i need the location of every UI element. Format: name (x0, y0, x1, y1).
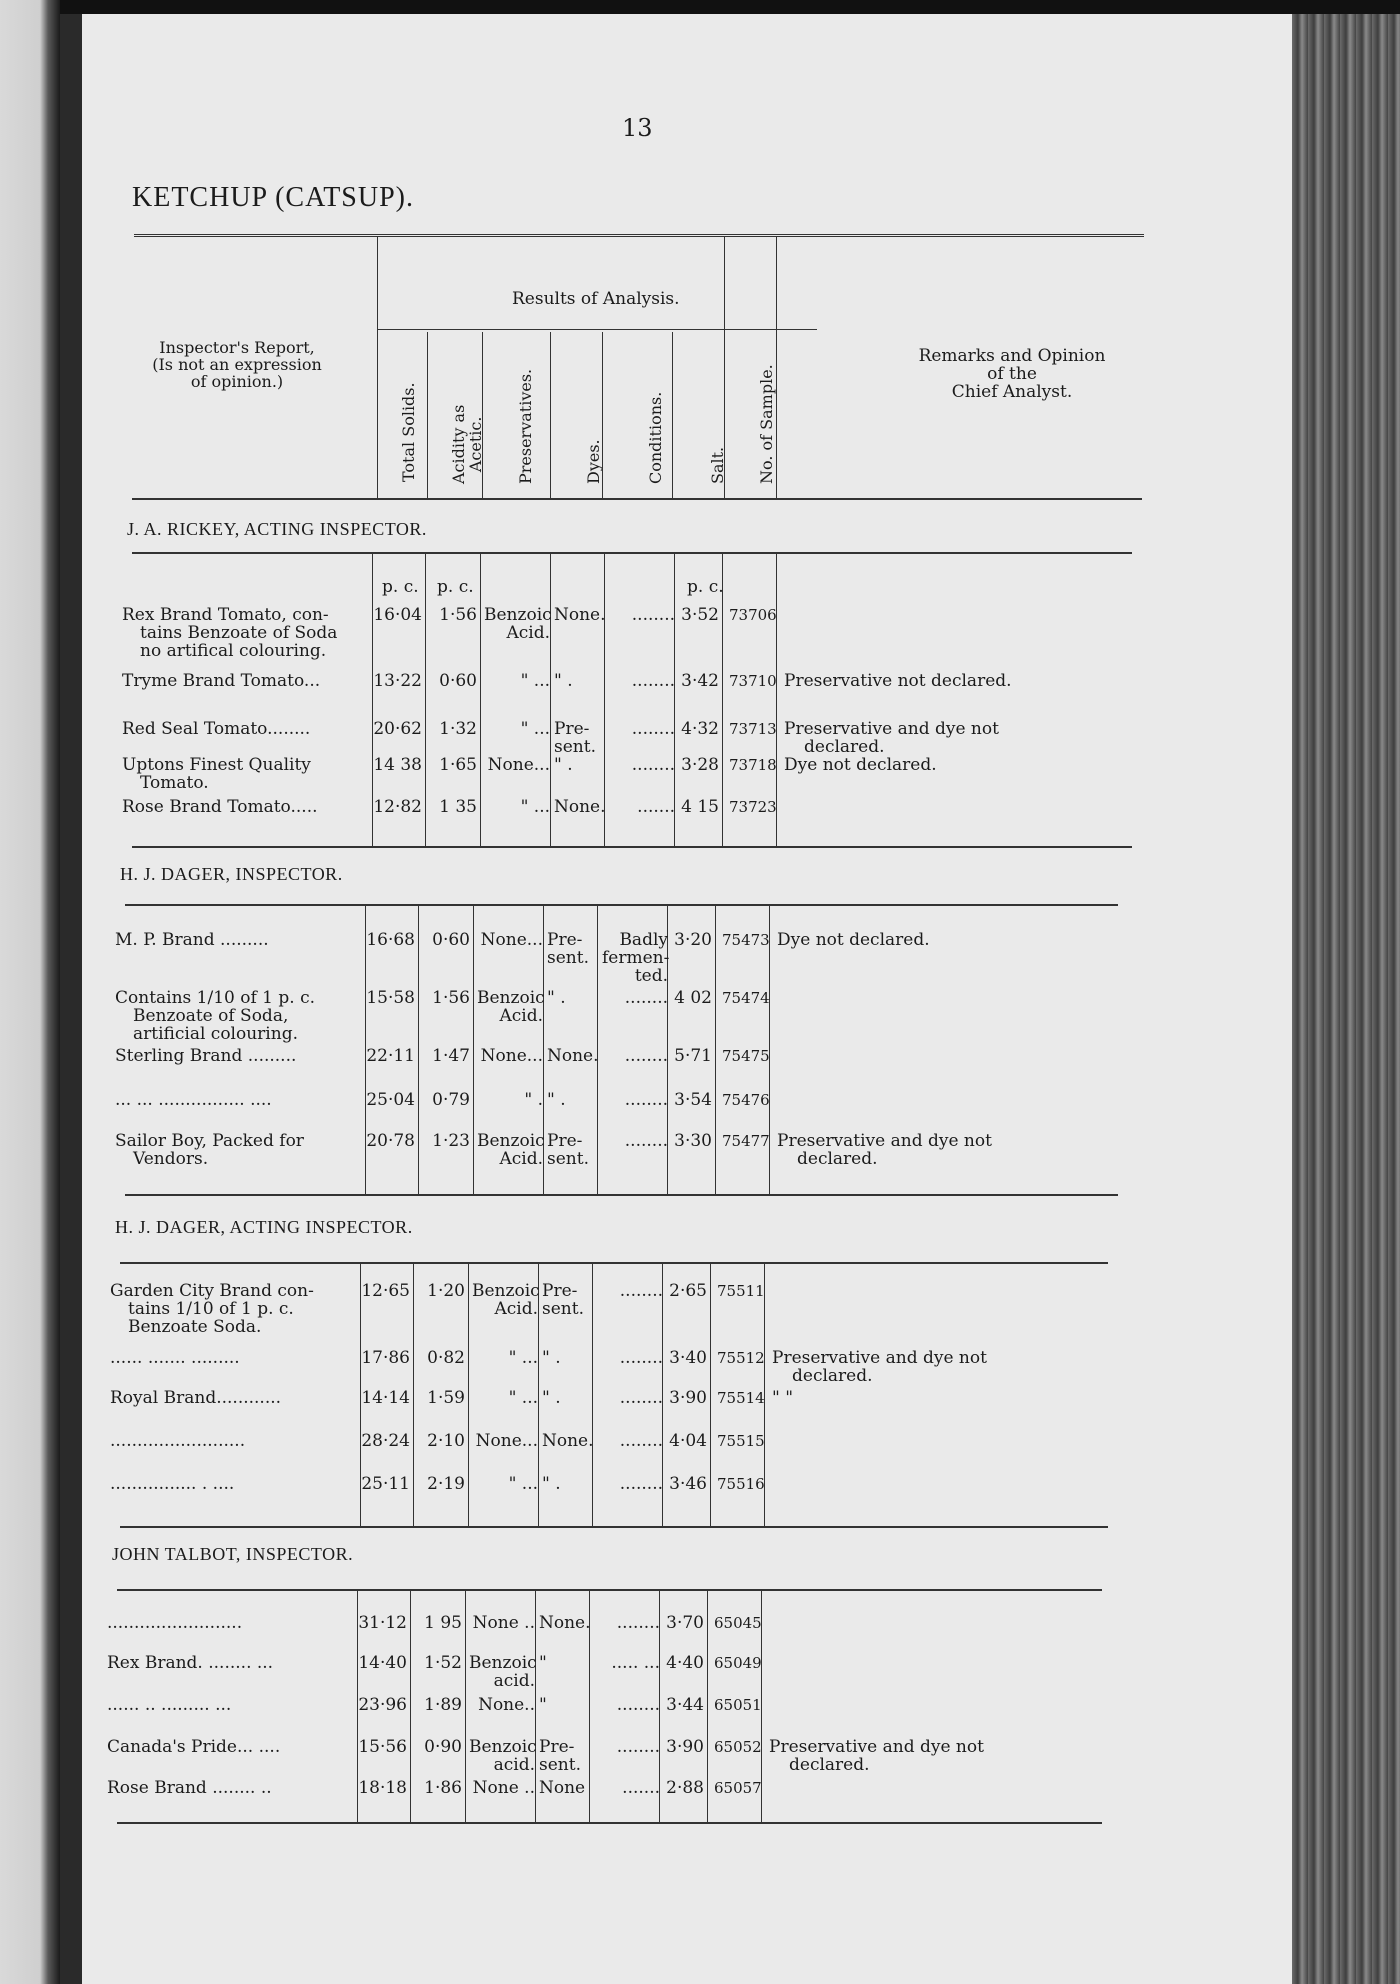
acidity-value: 1·56 (439, 605, 477, 625)
remarks-text: Preservative and dye not declared. (777, 1131, 992, 1169)
total-solids-value: 16·68 (366, 930, 415, 950)
preservatives-value: None.. (478, 1695, 535, 1715)
inspector-heading: J. A. RICKEY, ACTING INSPECTOR. (127, 519, 427, 539)
dyes-value: " (539, 1695, 547, 1715)
total-solids-value: 25·11 (361, 1474, 410, 1494)
sample-number: 75511 (717, 1282, 765, 1300)
conditions-value: ........ (631, 671, 675, 691)
sample-number: 73723 (729, 798, 777, 816)
row-description: Rose Brand ........ .. (107, 1778, 272, 1798)
remarks-text: Preservative and dye not declared. (769, 1737, 984, 1775)
total-solids-value: 25·04 (366, 1090, 415, 1110)
acidity-value: 1·32 (439, 719, 477, 739)
row-description: Rex Brand. ........ ... (107, 1653, 274, 1673)
preservatives-value: Benzoic Acid. (477, 1131, 545, 1169)
total-solids-value: 20·78 (366, 1131, 415, 1151)
salt-value: 3·44 (666, 1695, 704, 1715)
header-divider (602, 332, 603, 498)
header-divider (724, 236, 725, 498)
row-description: Canada's Pride... .... (107, 1737, 281, 1757)
dyes-value: Pre- sent. (542, 1281, 584, 1319)
sample-number: 65049 (714, 1654, 762, 1672)
preservatives-value: None... (487, 755, 550, 775)
sample-number: 75474 (722, 989, 770, 1007)
remarks-text: Preservative and dye not declared. (784, 719, 999, 757)
total-solids-value: 31·12 (358, 1613, 407, 1633)
preservatives-value: " ... (508, 1348, 538, 1368)
dyes-value: Pre- sent. (547, 930, 589, 968)
row-description: ......................... (107, 1613, 243, 1633)
preservatives-value: " ... (508, 1474, 538, 1494)
acidity-value: 0·79 (432, 1090, 470, 1110)
salt-value: 3·40 (669, 1348, 707, 1368)
sample-number: 75477 (722, 1132, 770, 1150)
conditions-value: ........ (624, 1046, 668, 1066)
salt-value: 5·71 (674, 1046, 712, 1066)
sample-number: 75473 (722, 931, 770, 949)
column-divider (418, 906, 419, 1194)
salt-value: 4 15 (681, 797, 719, 817)
total-solids-value: 17·86 (361, 1348, 410, 1368)
group-bottom-rule (117, 1822, 1102, 1824)
header-divider (776, 236, 777, 498)
dyes-value: None. (554, 605, 606, 625)
acidity-value: 2·19 (427, 1474, 465, 1494)
conditions-value: ........ (624, 1131, 668, 1151)
acidity-value: 0·60 (439, 671, 477, 691)
total-solids-value: 13·22 (373, 671, 422, 691)
conditions-value: ........ (616, 1613, 660, 1633)
row-description: Sailor Boy, Packed for Vendors. (115, 1131, 304, 1169)
preservatives-value: " ... (520, 671, 550, 691)
column-divider (473, 906, 474, 1194)
header-dyes: Dyes. (584, 439, 603, 484)
total-solids-value: 14 38 (373, 755, 422, 775)
salt-value: 4·40 (666, 1653, 704, 1673)
top-shadow (60, 0, 1400, 14)
header-remarks: Remarks and Opinion of the Chief Analyst. (918, 346, 1106, 402)
dyes-value: None. (542, 1431, 594, 1451)
salt-value: 2·88 (666, 1778, 704, 1798)
salt-value: 3·90 (669, 1388, 707, 1408)
header-divider (672, 332, 673, 498)
unit-label: p. c. (437, 577, 474, 597)
acidity-value: 1·65 (439, 755, 477, 775)
conditions-value: Badly fermen- ted. (602, 930, 670, 986)
acidity-value: 1·89 (424, 1695, 462, 1715)
conditions-value: ........ (624, 988, 668, 1008)
inspector-heading: H. J. DAGER, INSPECTOR. (120, 864, 343, 884)
total-solids-value: 18·18 (358, 1778, 407, 1798)
preservatives-value: Benzoic Acid. (477, 988, 545, 1026)
preservatives-value: " . (524, 1090, 543, 1110)
acidity-value: 1 35 (439, 797, 477, 817)
acidity-value: 1·52 (424, 1653, 462, 1673)
header-salt: Salt. (708, 446, 727, 484)
sample-number: 73718 (729, 756, 777, 774)
row-description: Garden City Brand con- tains 1/10 of 1 p. c. Benzoate Soda. (110, 1281, 314, 1337)
dyes-value: " . (554, 755, 573, 775)
header-acidity: Acidity as Acetic. (449, 404, 485, 484)
dyes-value: " . (547, 988, 566, 1008)
total-solids-value: 22·11 (366, 1046, 415, 1066)
dyes-value: None. (539, 1613, 591, 1633)
salt-value: 3·52 (681, 605, 719, 625)
header-bottom-rule (132, 498, 1142, 500)
sample-number: 65057 (714, 1779, 762, 1797)
salt-value: 4 02 (674, 988, 712, 1008)
header-divider (377, 236, 378, 498)
preservatives-value: Benzoic Acid. (484, 605, 552, 643)
page-number: 13 (622, 114, 653, 142)
dyes-value: " . (542, 1348, 561, 1368)
header-conditions: Conditions. (646, 391, 665, 484)
row-description: Rex Brand Tomato, con- tains Benzoate of Soda no artifical colouring. (122, 605, 338, 661)
remarks-text: Preservative and dye not declared. (772, 1348, 987, 1386)
conditions-value: ........ (624, 1090, 668, 1110)
acidity-value: 2·10 (427, 1431, 465, 1451)
document-page (82, 14, 1292, 1984)
conditions-value: ........ (631, 719, 675, 739)
dyes-value: " . (542, 1474, 561, 1494)
row-description: ......................... (110, 1431, 246, 1451)
row-description: Rose Brand Tomato..... (122, 797, 318, 817)
sample-number: 73706 (729, 606, 777, 624)
sample-number: 75475 (722, 1047, 770, 1065)
acidity-value: 1·23 (432, 1131, 470, 1151)
column-divider (707, 1591, 708, 1822)
inspector-heading: H. J. DAGER, ACTING INSPECTOR. (115, 1217, 413, 1237)
dyes-value: Pre- sent. (539, 1737, 581, 1775)
header-inspector-report: Inspector's Report, (Is not an expression of opinion.) (152, 338, 322, 391)
conditions-value: ........ (619, 1348, 663, 1368)
column-divider (425, 554, 426, 846)
conditions-value: ........ (631, 605, 675, 625)
salt-value: 3·20 (674, 930, 712, 950)
column-divider (410, 1591, 411, 1822)
conditions-value: ........ (631, 755, 675, 775)
sample-number: 75476 (722, 1091, 770, 1109)
row-description: Contains 1/10 of 1 p. c. Benzoate of Soda, artificial colouring. (115, 988, 316, 1044)
header-top-rule (134, 234, 1144, 237)
dyes-value: " . (554, 671, 573, 691)
dyes-value: " . (547, 1090, 566, 1110)
row-description: M. P. Brand ......... (115, 930, 269, 950)
preservatives-value: Benzoic Acid. (472, 1281, 540, 1319)
group-bottom-rule (125, 1194, 1118, 1196)
row-description: Royal Brand............ (110, 1388, 282, 1408)
remarks-text: Dye not declared. (784, 755, 937, 775)
sample-number: 73710 (729, 672, 777, 690)
preservatives-value: None .. (472, 1613, 535, 1633)
column-divider (480, 554, 481, 846)
conditions-value: ........ (619, 1281, 663, 1301)
sample-number: 75512 (717, 1349, 765, 1367)
column-divider (413, 1264, 414, 1526)
total-solids-value: 16·04 (373, 605, 422, 625)
conditions-value: ........ (616, 1695, 660, 1715)
header-results-of-analysis: Results of Analysis. (512, 289, 680, 309)
sample-number: 75516 (717, 1475, 765, 1493)
row-description: Uptons Finest Quality Tomato. (122, 755, 311, 793)
header-total-solids: Total Solids. (399, 382, 418, 482)
group-rule (125, 904, 1118, 906)
preservatives-value: None .. (472, 1778, 535, 1798)
salt-value: 4·04 (669, 1431, 707, 1451)
salt-value: 3·70 (666, 1613, 704, 1633)
header-divider (427, 332, 428, 498)
preservatives-value: Benzoic acid. (469, 1737, 537, 1775)
remarks-text: " " (772, 1388, 794, 1408)
remarks-text: Dye not declared. (777, 930, 930, 950)
column-divider (468, 1264, 469, 1526)
group-bottom-rule (132, 846, 1132, 848)
conditions-value: ........ (619, 1474, 663, 1494)
column-divider (715, 906, 716, 1194)
acidity-value: 1·59 (427, 1388, 465, 1408)
conditions-value: ....... (622, 1778, 660, 1798)
salt-value: 3·90 (666, 1737, 704, 1757)
total-solids-value: 15·58 (366, 988, 415, 1008)
row-description: ................ . .... (110, 1474, 235, 1494)
salt-value: 3·42 (681, 671, 719, 691)
left-page-edge (0, 0, 60, 1984)
column-divider (550, 554, 551, 846)
column-divider (722, 554, 723, 846)
unit-label: p. c. (382, 577, 419, 597)
acidity-value: 1·20 (427, 1281, 465, 1301)
group-bottom-rule (120, 1526, 1108, 1528)
total-solids-value: 12·82 (373, 797, 422, 817)
total-solids-value: 15·56 (358, 1737, 407, 1757)
salt-value: 3·46 (669, 1474, 707, 1494)
acidity-value: 0·90 (424, 1737, 462, 1757)
row-description: Red Seal Tomato........ (122, 719, 311, 739)
column-divider (465, 1591, 466, 1822)
conditions-value: ........ (616, 1737, 660, 1757)
acidity-value: 1·56 (432, 988, 470, 1008)
header-sample-no: No. of Sample. (757, 364, 776, 484)
row-description: Tryme Brand Tomato... (122, 671, 321, 691)
salt-value: 2·65 (669, 1281, 707, 1301)
dyes-value: " (539, 1653, 547, 1673)
salt-value: 4·32 (681, 719, 719, 739)
book-binding (1292, 14, 1400, 1984)
total-solids-value: 14·14 (361, 1388, 410, 1408)
preservatives-value: None... (480, 930, 543, 950)
dyes-value: None. (547, 1046, 599, 1066)
dyes-value: None (539, 1778, 586, 1798)
header-divider (482, 332, 483, 498)
dyes-value: " . (542, 1388, 561, 1408)
total-solids-value: 23·96 (358, 1695, 407, 1715)
total-solids-value: 28·24 (361, 1431, 410, 1451)
total-solids-value: 20·62 (373, 719, 422, 739)
row-description: Sterling Brand ......... (115, 1046, 297, 1066)
column-divider (710, 1264, 711, 1526)
total-solids-value: 12·65 (361, 1281, 410, 1301)
sample-number: 75514 (717, 1389, 765, 1407)
dyes-value: None. (554, 797, 606, 817)
conditions-value: ........ (619, 1388, 663, 1408)
sample-number: 65045 (714, 1614, 762, 1632)
preservatives-value: None... (480, 1046, 543, 1066)
salt-value: 3·30 (674, 1131, 712, 1151)
group-rule (120, 1262, 1108, 1264)
column-divider (538, 1264, 539, 1526)
total-solids-value: 14·40 (358, 1653, 407, 1673)
preservatives-value: " ... (520, 797, 550, 817)
preservatives-value: " ... (508, 1388, 538, 1408)
conditions-value: ........ (619, 1431, 663, 1451)
acidity-value: 1 95 (424, 1613, 462, 1633)
header-preservatives: Preservatives. (516, 368, 535, 484)
dyes-value: Pre- sent. (554, 719, 596, 757)
unit-label: p. c. (687, 577, 724, 597)
acidity-value: 0·60 (432, 930, 470, 950)
sample-number: 65052 (714, 1738, 762, 1756)
remarks-text: Preservative not declared. (784, 671, 1012, 691)
preservatives-value: Benzoic acid. (469, 1653, 537, 1691)
acidity-value: 1·47 (432, 1046, 470, 1066)
inspector-heading: JOHN TALBOT, INSPECTOR. (112, 1544, 354, 1564)
header-divider (550, 332, 551, 498)
results-underline (377, 329, 817, 330)
preservatives-value: " ... (520, 719, 550, 739)
column-divider (535, 1591, 536, 1822)
salt-value: 3·28 (681, 755, 719, 775)
sample-number: 65051 (714, 1696, 762, 1714)
salt-value: 3·54 (674, 1090, 712, 1110)
conditions-value: ..... ... (611, 1653, 660, 1673)
page-title: KETCHUP (CATSUP). (132, 182, 414, 213)
dyes-value: Pre- sent. (547, 1131, 589, 1169)
row-description: ...... .. ......... ... (107, 1695, 232, 1715)
sample-number: 73713 (729, 720, 777, 738)
row-description: ... ... ................ .... (115, 1090, 272, 1110)
group-rule (132, 552, 1132, 554)
sample-number: 75515 (717, 1432, 765, 1450)
preservatives-value: None... (475, 1431, 538, 1451)
row-description: ...... ....... ......... (110, 1348, 240, 1368)
conditions-value: ....... (637, 797, 675, 817)
group-rule (117, 1589, 1102, 1591)
acidity-value: 0·82 (427, 1348, 465, 1368)
acidity-value: 1·86 (424, 1778, 462, 1798)
